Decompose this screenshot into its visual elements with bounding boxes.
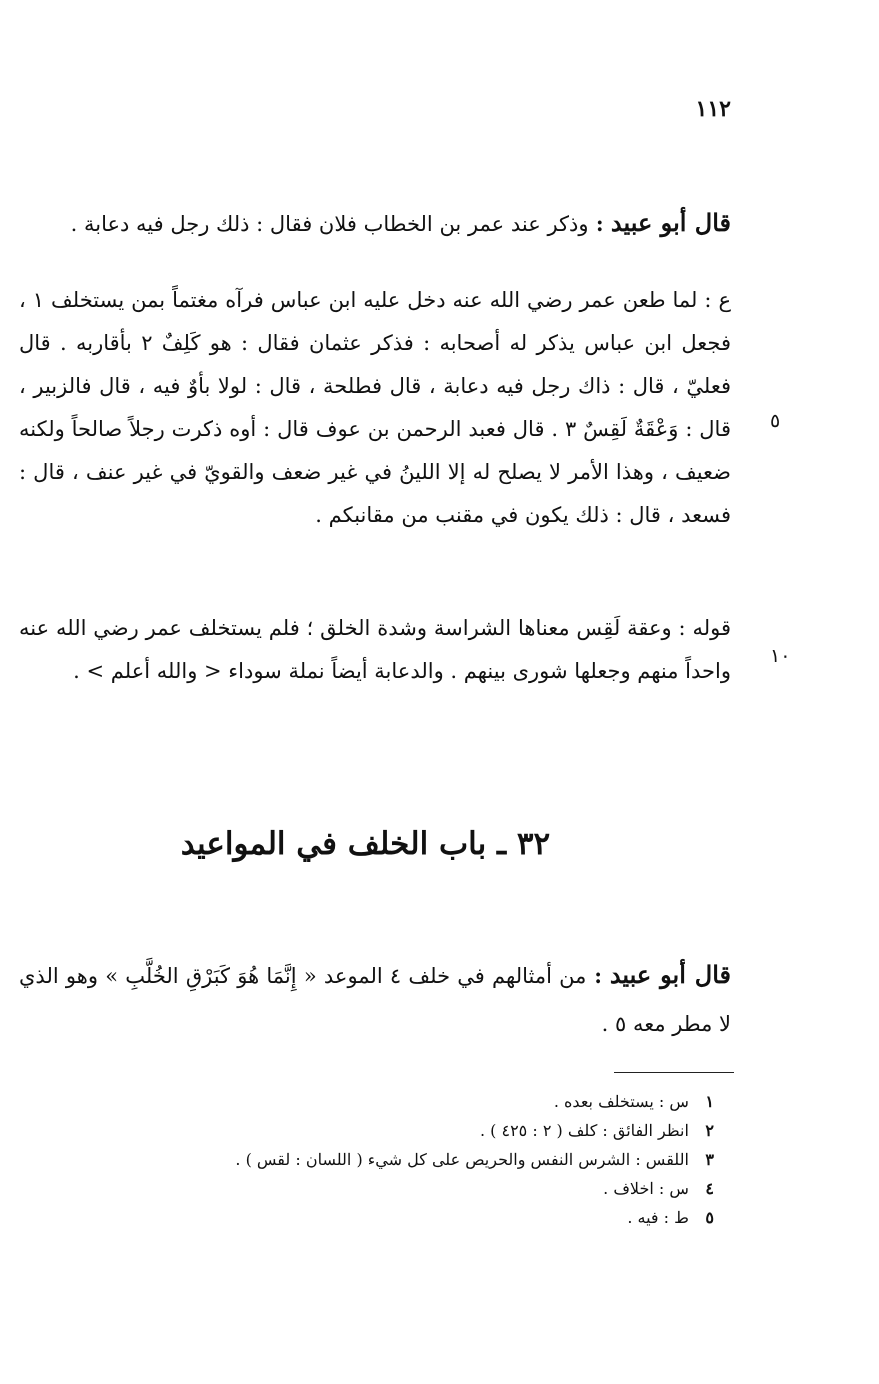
paragraph-1 [19,201,731,246]
line-number-10: ١٠ [770,645,791,667]
footnote-number: ٤ [705,1179,714,1198]
footnote-item [114,1116,714,1145]
paragraph-text: من أمثالهم في خلف ٤ الموعد « إِنَّمَا هُوَ كَبَرْقِ الخُلَّبِ » وهو الذي لا مطر معه ٥ . [19,964,731,1036]
footnote-number: ١ [705,1092,714,1111]
footnote-item [114,1203,714,1232]
lead-colon: : [586,963,610,988]
footnotes-list [114,1087,714,1232]
paragraph-3 [19,607,731,693]
line-number-5: ٥ [770,410,781,432]
chapter-heading: ٣٢ ـ باب الخلف في المواعيد [180,825,551,862]
footnote-number: ٢ [705,1121,714,1140]
footnote-text: ط : فيه . [627,1208,689,1227]
speaker-lead: قال أبو عبيد [609,960,731,989]
paragraph-2 [19,279,731,537]
footnote-divider [614,1072,734,1073]
footnote-item [114,1087,714,1116]
footnote-text: اللقس : الشرس النفس والحريص على كل شيء ( اللسان : لقس ) . [235,1150,689,1169]
footnote-number: ٣ [705,1150,714,1169]
footnote-text: س : اخلاف . [603,1179,689,1198]
paragraph-4 [19,951,731,1048]
speaker-lead: قال أبو عبيد [610,208,731,237]
paragraph-text: قوله : وعقة لَقِس معناها الشراسة وشدة الخلق ؛ فلم يستخلف عمر رضي الله عنه واحداً منهم وجعلها شورى بينهم . والدعابة أيضاً نملة سوداء < والله أعلم > . [19,616,731,683]
paragraph-text: وذكر عند عمر بن الخطاب فلان فقال : ذلك رجل فيه دعابة . [70,212,589,236]
page-number: ١١٢ [695,96,731,122]
footnote-item [114,1174,714,1203]
footnote-number: ٥ [705,1208,714,1227]
footnote-text: انظر الفائق : كلف ( ٢ : ٤٢٥ ) . [479,1121,689,1140]
paragraph-text: ع : لما طعن عمر رضي الله عنه دخل عليه ابن عباس فرآه مغتماً بمن يستخلف ١ ، فجعل ابن عباس يذكر له أصحابه : فذكر عثمان فقال : هو كَلِفٌ ٢ بأقاربه . قال فعليّ ، قال : ذاك رجل فيه دعابة ، قال فطلحة ، قال : لولا بأوٌ فيه ، قال فالزبير ، قال : وَعْقَةٌ لَقِسٌ ٣ . قال فعبد الرحمن بن عوف قال : أوه ذكرت رجلاً صالحاً ولكنه ضعيف ، وهذا الأمر لا يصلح له إلا اللينُ في غير ضعف والقويّ في غير عنف ، قال : فسعد ، قال : ذلك يكون في مقنب من مقانبكم . [19,288,731,527]
footnote-text: س : يستخلف بعده . [553,1092,689,1111]
footnote-item [114,1145,714,1174]
lead-colon: : [588,211,611,236]
